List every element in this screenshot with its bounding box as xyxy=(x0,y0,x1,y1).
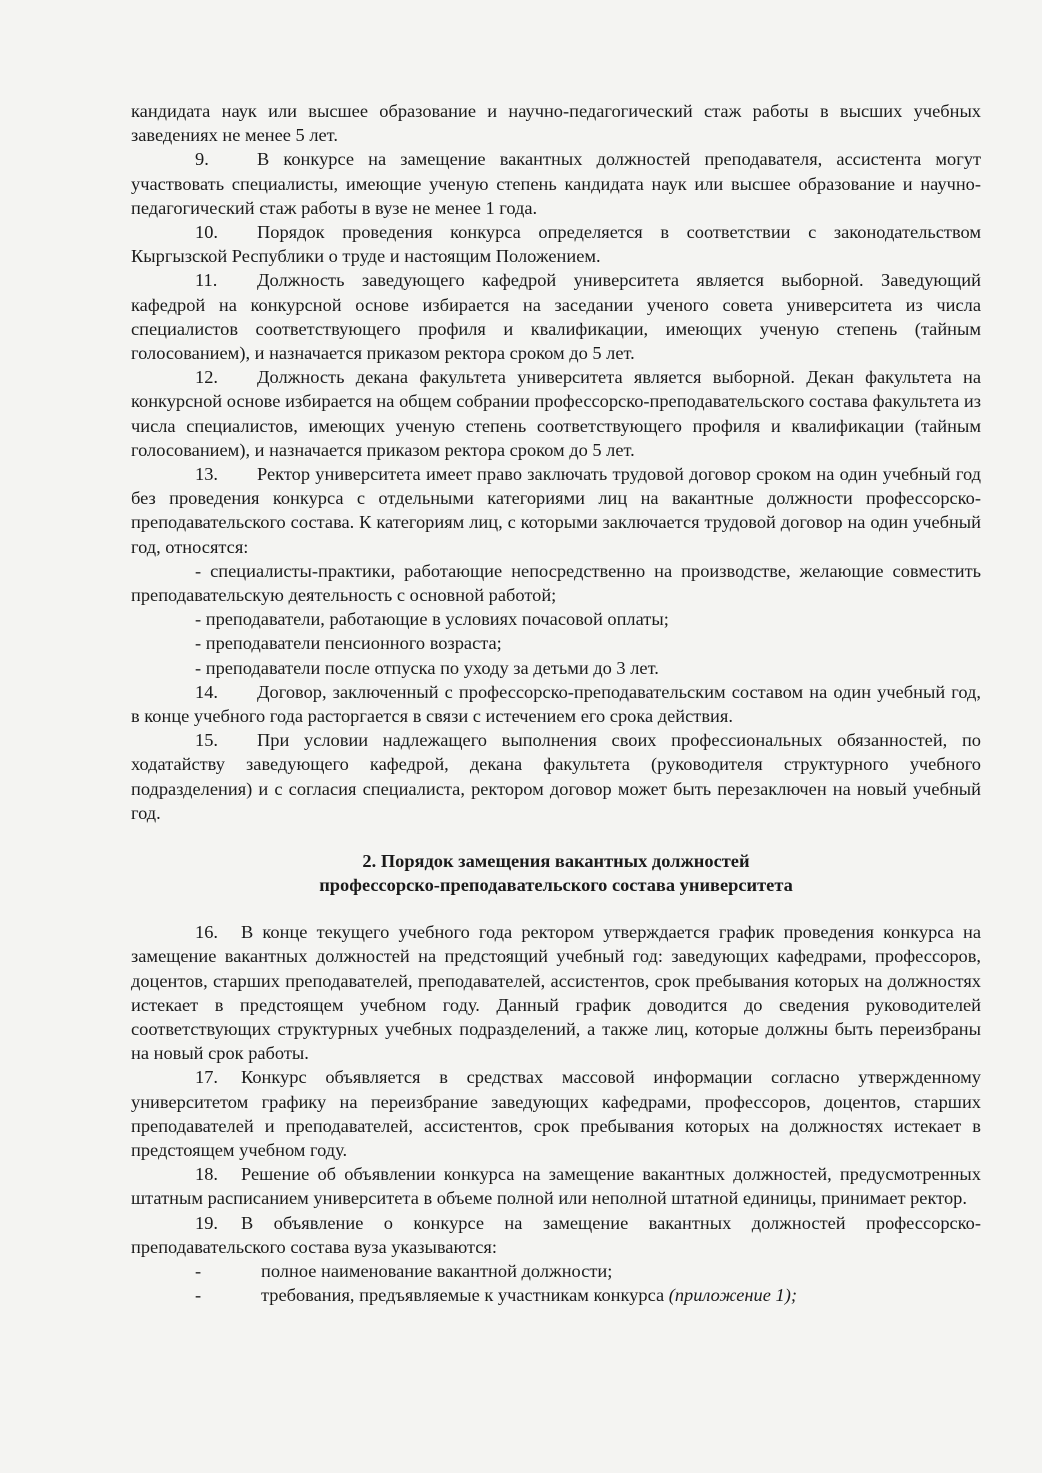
clause-14: 14. Договор, заключенный с профессорско-преподавательским составом на один учебный год, в конце учебного года расторгается в связи с истечением его срока действия. xyxy=(131,681,981,727)
clause-19-list-item: - требования, предъявляемые к участникам конкурса (приложение 1); xyxy=(195,1285,797,1306)
clause-17: 17. Конкурс объявляется в средствах массовой информации согласно утвержденному университетом графику на переизбрание заведующих кафедрами, профессоров, доцентов, старших преподавателей и преподавателей, ассистентов, срок пребывания которых на должностях истекает в предстоящем учебном году. xyxy=(131,1067,981,1160)
section-heading-line-2: профессорско-преподавательского состава университета xyxy=(319,875,793,896)
clause-13-list-item: - преподаватели после отпуска по уходу за детьми до 3 лет. xyxy=(195,657,659,678)
clause-13-list-item: - специалисты-практики, работающие непосредственно на производстве, желающие совместить преподавательскую деятельность с основной работой; xyxy=(131,560,981,606)
clause-16: 16. В конце текущего учебного года ректором утверждается график проведения конкурса на замещение вакантных должностей на предстоящий учебный год: заведующих кафедрами, профессоров, доцентов, старших преподавателей, преподавателей, ассистентов, срок пребывания которых на должностях истекает в предстоящем учебном году. Данный график доводится до сведения руководителей соответствующих структурных учебных подразделений, а также лиц, которые должны быть переизбраны на новый срок работы. xyxy=(131,922,981,1064)
clause-11: 11. Должность заведующего кафедрой университета является выборной. Заведующий кафедрой на конкурсной основе избирается на заседании ученого совета университета из числа специалистов соответствующего профиля и квалификации, имеющих ученую степень (тайным голосованием), и назначается приказом ректора сроком до 5 лет. xyxy=(131,270,981,364)
clause-13: 13. Ректор университета имеет право заключать трудовой договор сроком на один учебный год без проведения конкурса с отдельными категориями лиц на вакантные должности профессорско-преподавательского состава. К категориям лиц, с которыми заключается трудовой договор на один учебный год, относятся: xyxy=(131,464,981,557)
clause-18: 18. Решение об объявлении конкурса на замещение вакантных должностей, предусмотренных штатным расписанием университета в объеме полной или неполной штатной единицы, принимает ректор. xyxy=(131,1164,981,1209)
clause-19-list-item: - полное наименование вакантной должности; xyxy=(195,1260,613,1281)
clause-15: 15. При условии надлежащего выполнения своих профессиональных обязанностей, по ходатайству заведующего кафедрой, декана факультета (руководителя структурного учебного подразделения) и с согласия специалиста, ректором договор может быть перезаключен на новый учебный год. xyxy=(131,730,981,823)
clause-10: 10. Порядок проведения конкурса определяется в соответствии с законодательством Кыргызской Республики о труде и настоящим Положением. xyxy=(131,222,981,267)
intro-paragraph: кандидата наук или высшее образование и научно-педагогический стаж работы в высших учебных заведениях не менее 5 лет. xyxy=(131,101,981,146)
clause-9: 9. В конкурсе на замещение вакантных должностей преподавателя, ассистента могут участвовать специалисты, имеющие ученую степень кандидата наук или высшее образование и научно-педагогический стаж работы в вузе не менее 1 года. xyxy=(131,149,981,218)
clause-12: 12. Должность декана факультета университета является выборной. Декан факультета на конкурсной основе избирается на общем собрании профессорско-преподавательского состава факультета из числа специалистов, имеющих ученую степень соответствующего профиля и квалификации (тайным голосованием), и назначается приказом ректора сроком до 5 лет. xyxy=(131,367,981,460)
section-heading-line-1: 2. Порядок замещения вакантных должностей xyxy=(362,851,750,872)
clause-19: 19. В объявление о конкурсе на замещение вакантных должностей профессорско-преподавательского состава вуза указываются: xyxy=(131,1212,981,1257)
clause-13-list-item: - преподаватели пенсионного возраста; xyxy=(195,633,502,654)
clause-13-list-item: - преподаватели, работающие в условиях почасовой оплаты; xyxy=(195,609,669,630)
document-body xyxy=(131,99,981,1307)
